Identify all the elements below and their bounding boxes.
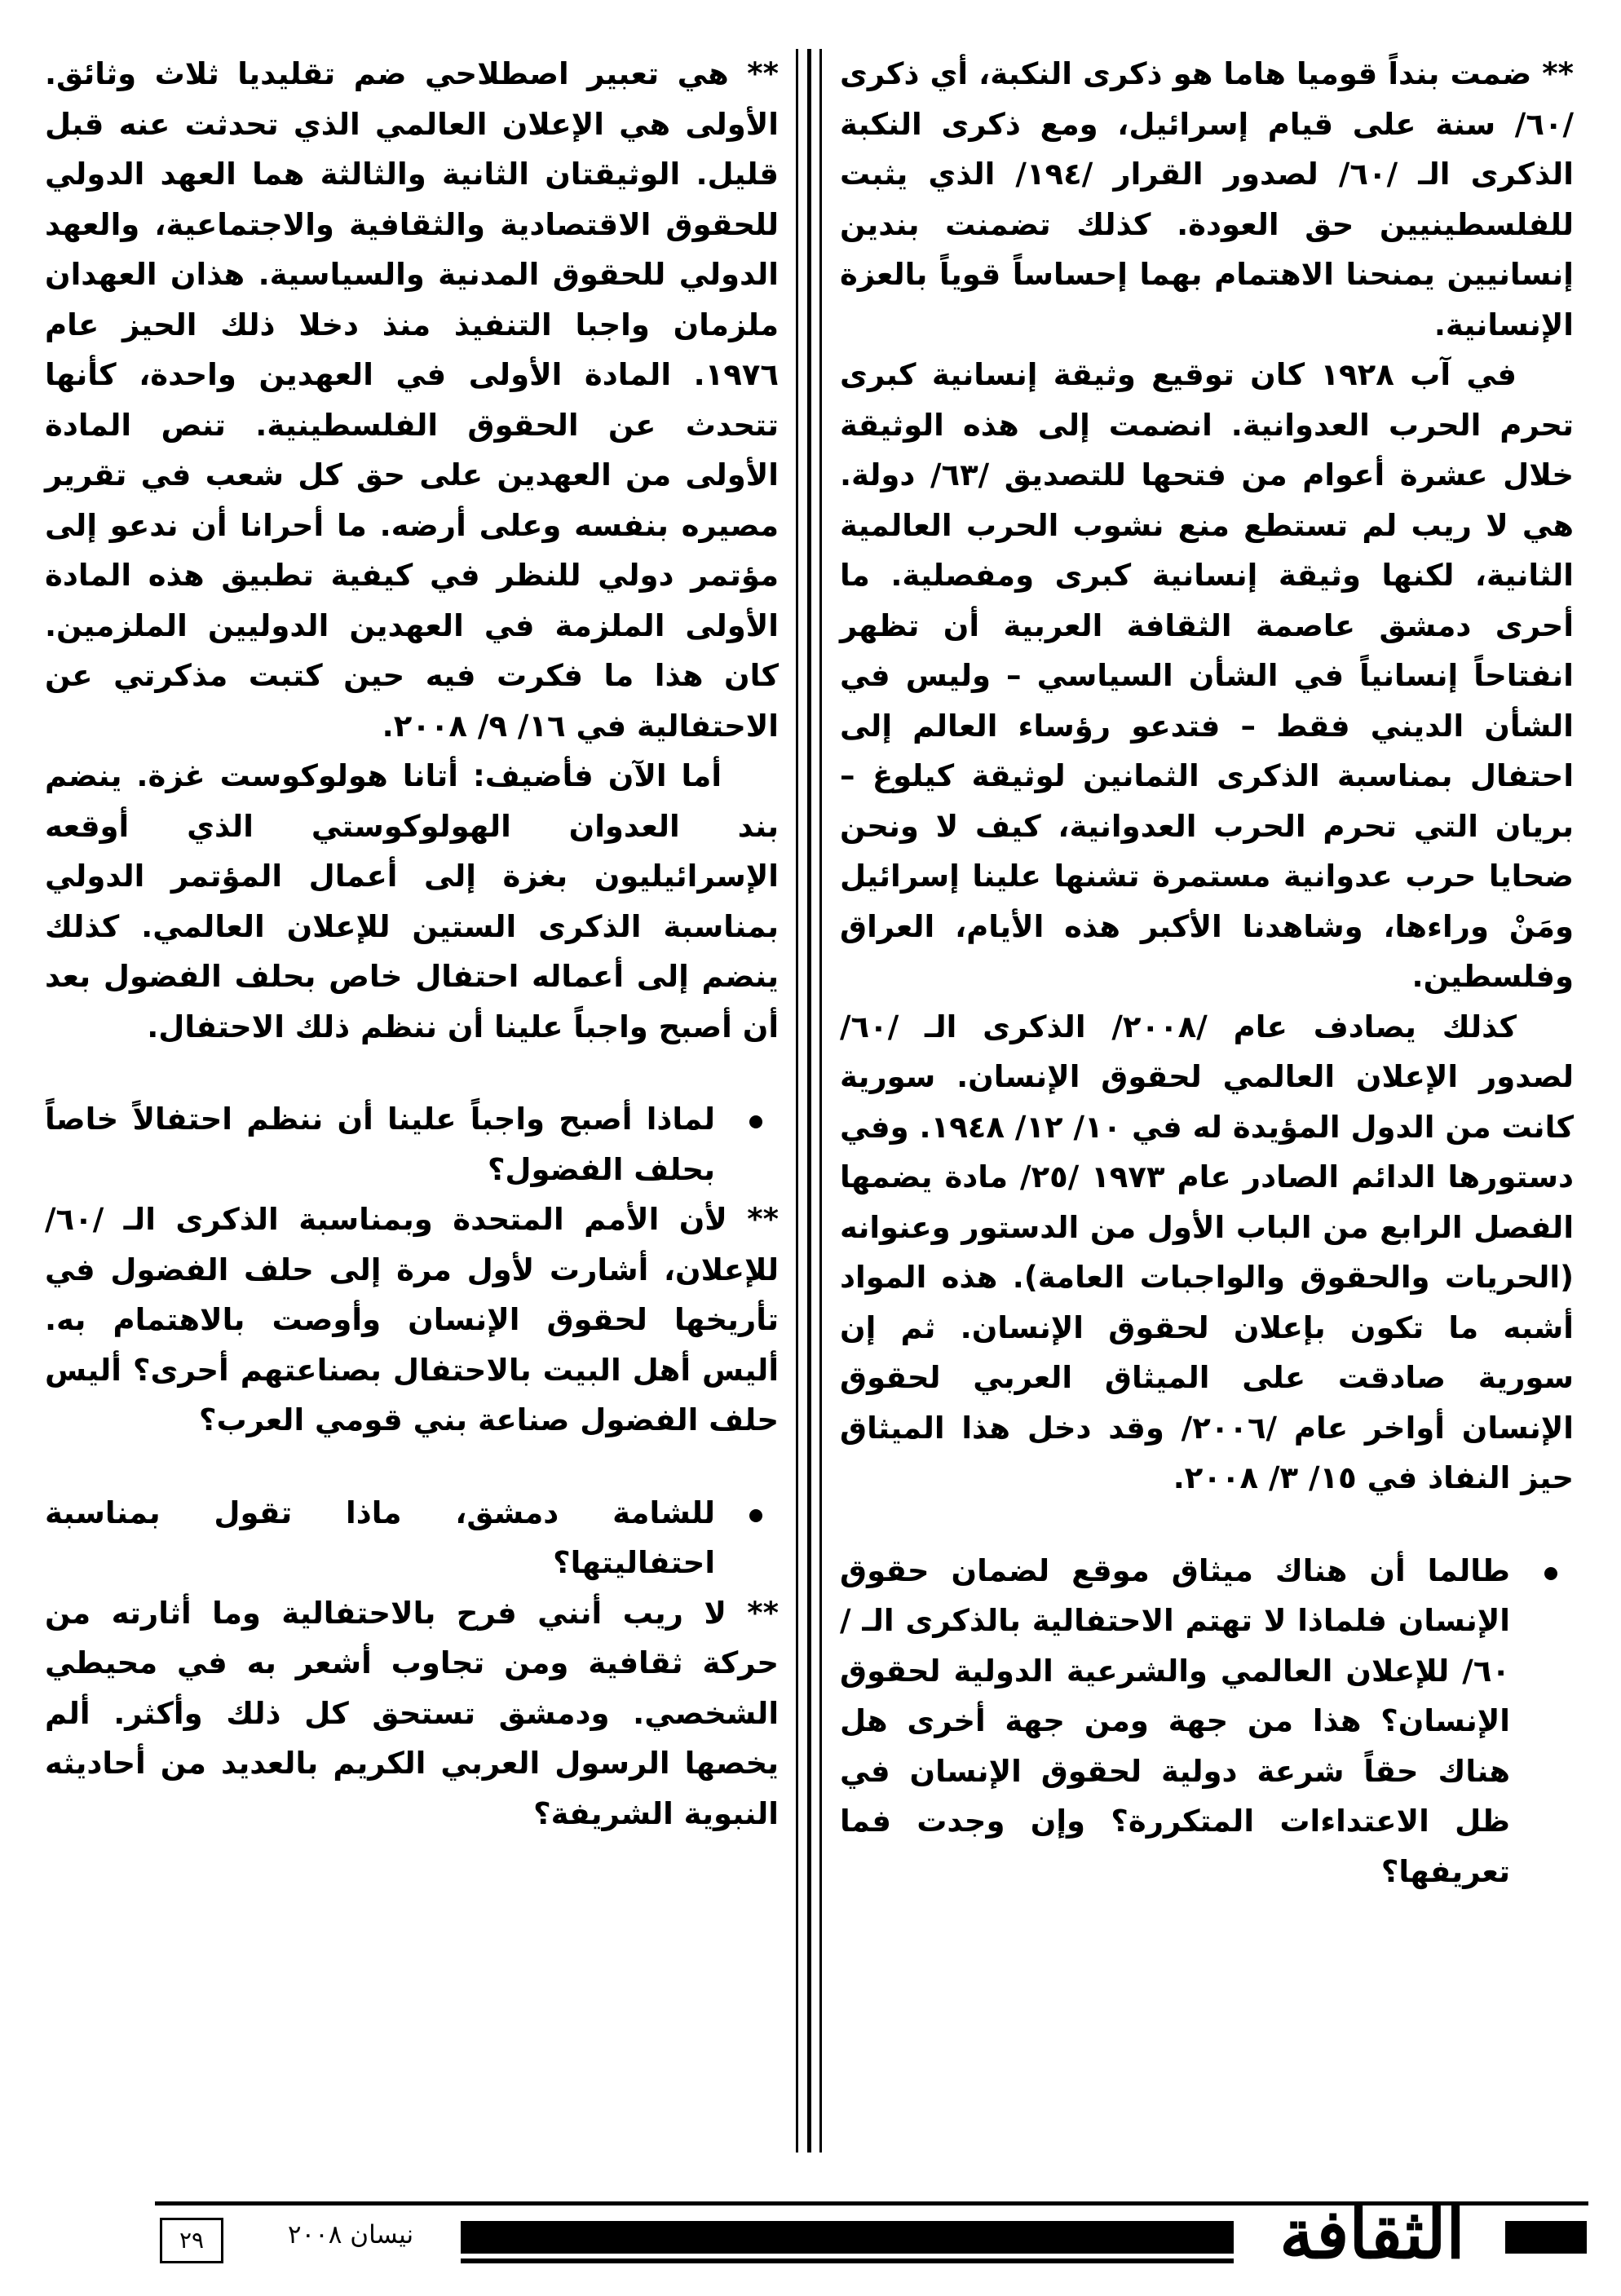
question-text: للشامة دمشق، ماذا تقول بمناسبة احتفاليتها؟ bbox=[45, 1495, 715, 1580]
bullet-icon bbox=[749, 1509, 762, 1522]
issue-date: نيسان ٢٠٠٨ bbox=[287, 2220, 414, 2250]
logo-tail bbox=[1505, 2221, 1587, 2254]
page-number: ٢٩ bbox=[160, 2218, 223, 2263]
bullet-icon bbox=[749, 1115, 762, 1128]
footer-band bbox=[461, 2221, 1234, 2254]
answer-paragraph: ** لا ريب أنني فرح بالاحتفالية وما أثارته من حركة ثقافية ومن تجاوب أشعر به في محيطي الشخصي. ودمشق تستحق كل ذلك وأكثر. ألم يخصها الرسول العربي الكريم بالعديد من أحاديثه النبوية الشريفة؟ bbox=[45, 1595, 779, 1831]
answer-paragraph: ** ضمت بنداً قوميا هاما هو ذكرى النكبة، أي ذكرى /٦٠/ سنة على قيام إسرائيل، ومع ذكرى النكبة الذكرى الـ /٦٠/ لصدور القرار /١٩٤/ الذي يثبت للفلسطينيين حق العودة. كذلك تضمنت بندين إنسانيين يمنحنا الاهتمام بهما إحساساً قوياً بالعزة الإنسانية. bbox=[840, 56, 1574, 342]
article-column-left bbox=[45, 49, 779, 2185]
interview-question bbox=[45, 1488, 779, 1588]
answer-paragraph: ** لأن الأمم المتحدة وبمناسبة الذكرى الـ /٦٠/ للإعلان، أشارت لأول مرة إلى حلف الفضول في تأريخها لحقوق الإنسان وأوصت بالاهتمام به. أليس أهل البيت بالاحتفال بصناعتهم أحرى؟ أليس حلف الفضول صناعة بني قومي العرب؟ bbox=[45, 1202, 779, 1437]
paragraph-gap bbox=[840, 1503, 1574, 1546]
question-text: طالما أن هناك ميثاق موقع لضمان حقوق الإنسان فلماذا لا تهتم الاحتفالية بالذكرى الـ /٦٠/ للإعلان العالمي والشرعية الدولية لحقوق الإنسان؟ هذا من جهة ومن جهة أخرى هل هناك حقاً شرعة دولية لحقوق الإنسان في ظل الاعتداءات المتكررة؟ وإن وجدت فما تعريفها؟ bbox=[840, 1552, 1510, 1889]
column-separator bbox=[791, 49, 827, 2152]
footer-band-thin bbox=[461, 2258, 1234, 2263]
bullet-icon bbox=[1544, 1567, 1557, 1580]
question-text: لماذا أصبح واجباً علينا أن ننظم احتفالاً خاصاً بحلف الفضول؟ bbox=[45, 1102, 715, 1187]
body-paragraph: في آب ١٩٢٨ كان توقيع وثيقة إنسانية كبرى تحرم الحرب العدوانية. انضمت إلى هذه الوثيقة خلال عشرة أعوام من فتحها للتصديق /٦٣/ دولة. هي لا ريب لم تستطع منع نشوب الحرب العالمية الثانية، لكنها وثيقة إنسانية كبرى ومفصلية. ما أحرى دمشق عاصمة الثقافة العربية أن تظهر انفتاحاً إنسانياً في الشأن السياسي – وليس في الشأن الديني فقط – فتدعو رؤساء العالم إلى احتفال بمناسبة الذكرى الثمانين لوثيقة كيلوغ – بريان التي تحرم الحرب العدوانية، كيف لا ونحن ضحايا حرب عدوانية مستمرة تشنها علينا إسرائيل ومَنْ وراءها، وشاهدنا الأكبر هذه الأيام، العراق وفلسطين. bbox=[840, 357, 1574, 994]
page-footer bbox=[0, 2185, 1621, 2283]
interview-question bbox=[45, 1094, 779, 1194]
answer-paragraph: ** هي تعبير اصطلاحي ضم تقليديا ثلاث وثائق. الأولى هي الإعلان العالمي الذي تحدثت عنه قبل قليل. الوثيقتان الثانية والثالثة هما العهد الدولي للحقوق الاقتصادية والثقافية والاجتماعية، والعهد الدولي للحقوق المدنية والسياسية. هذان العهدان ملزمان واجبا التنفيذ منذ دخلا ذلك الحيز عام ١٩٧٦. المادة الأولى في العهدين واحدة، كأنها تتحدث عن الحقوق الفلسطينية. تنص المادة الأولى من العهدين على حق كل شعب في تقرير مصيره بنفسه وعلى أرضه. ما أحرانا أن ندعو إلى مؤتمر دولي للنظر في كيفية تطبيق هذه المادة الأولى الملزمة في العهدين الدوليين الملزمين. كان هذا ما فكرت فيه حين كتبت مذكرتي عن الاحتفالية في ١٦/ ٩/ ٢٠٠٨. bbox=[45, 56, 779, 744]
body-paragraph: أما الآن فأضيف: أتانا هولوكوست غزة. ينضم بند العدوان الهولوكوستي الذي أوقعه الإسرائيليون بغزة إلى أعمال المؤتمر الدولي بمناسبة الذكرى الستين للإعلان العالمي. كذلك ينضم إلى أعماله احتفال خاص بحلف الفضول بعد أن أصبح واجباً علينا أن ننظم ذلك الاحتفال. bbox=[45, 758, 779, 1044]
magazine-logo: الثقافة bbox=[1279, 2193, 1465, 2274]
paragraph-gap bbox=[45, 1446, 779, 1488]
article-column-right bbox=[840, 49, 1574, 2185]
interview-question bbox=[840, 1546, 1574, 1897]
body-paragraph: كذلك يصادف عام /٢٠٠٨/ الذكرى الـ /٦٠/ لصدور الإعلان العالمي لحقوق الإنسان. سورية كانت من الدول المؤيدة له في ١٠/ ١٢/ ١٩٤٨. وفي دستورها الدائم الصادر عام ١٩٧٣ /٢٥/ مادة يضمها الفصل الرابع من الباب الأول من الدستور وعنوانه (الحريات والحقوق والواجبات العامة). هذه المواد أشبه ما تكون بإعلان لحقوق الإنسان. ثم إن سورية صادقت على الميثاق العربي لحقوق الإنسان أواخر عام /٢٠٠٦/ وقد دخل هذا الميثاق حيز النفاذ في ١٥/ ٣/ ٢٠٠٨. bbox=[840, 1009, 1574, 1495]
paragraph-gap bbox=[45, 1052, 779, 1094]
